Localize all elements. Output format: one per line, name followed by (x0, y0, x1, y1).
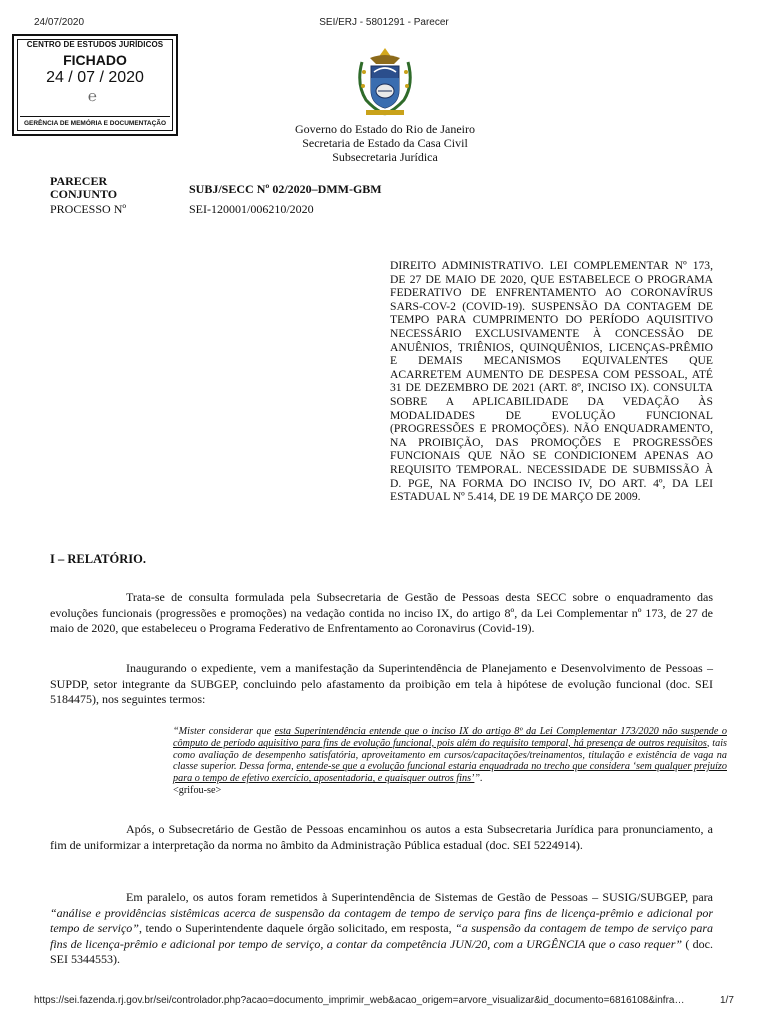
quote-part-5: ”. (474, 773, 483, 785)
ementa-summary: DIREITO ADMINISTRATIVO. LEI COMPLEMENTAR Nº 173, DE 27 DE MAIO DE 2020, QUE ESTABELECE O PROGRAMA FEDERATIVO DE ENFRENTAMENTO AO CORONAVÍRUS SARS-COV-2 (COVID-19). SUSPENSÃO DA CONTAGEM DE TEMPO PARA CUMPRIMENTO DO PERÍODO AQUISITIVO NECESSÁRIO EXCLUSIVAMENTE À CONCESSÃO DE ANUÊNIOS, TRIÊNIOS, QUINQUÊNIOS, LICENÇAS-PRÊMIO E DEMAIS MECANISMOS EQUIVALENTES QUE ACARRETEM AUMENTO DE DESPESA COM PESSOAL, ATÉ 31 DE DEZEMBRO DE 2021 (ART. 8º, INCISO IX). CONSULTA SOBRE A APLICABILIDADE DA VEDAÇÃO ÀS MODALIDADES DE EVOLUÇÃO FUNCIONAL (PROGRESSÕES E PROMOÇÕES). NÃO ENQUADRAMENTO, NA PROIBIÇÃO, DAS PROMOÇÕES E PROGRESSÕES FUNCIONAIS QUE NÃO SE CONDICIONEM APENAS AO REQUISITO TEMPORAL. NECESSIDADE DE SUBMISSÃO À D. PGE, NA FORMA DO INCISO IV, DO ART. 4º, DA LEI ESTADUAL Nº 5.414, DE 19 DE MARÇO DE 2009. (390, 259, 713, 504)
institution-line-1: Governo do Estado do Rio de Janeiro (295, 122, 475, 136)
quote-part-2: esta Superintendência entende que o inciso IX do artigo 8º da Lei Complementar 173/2020 não suspende o cômputo de período aquisitivo para fins de evolução funcional, pois além do requisito temporal, há presença de outros requisitos (173, 726, 727, 749)
paragraph-4-part-a: Em paralelo, os autos foram remetidos à Superintendência de Sistemas de Gestão de Pessoas – SUSIG/SUBGEP, para (126, 890, 713, 904)
processo-label: PROCESSO Nº (50, 202, 127, 216)
print-page-number: 1/7 (720, 995, 734, 1006)
section-title: I – RELATÓRIO. (50, 552, 146, 566)
institution-line-3: Subsecretaria Jurídica (332, 150, 438, 164)
quote-note: <grifou-se> (173, 784, 222, 796)
paragraph-4-part-c: , tendo o Superintendente daquele órgão solicitado, em resposta, (138, 921, 456, 936)
print-date: 24/07/2020 (34, 17, 85, 28)
paragraph-4-part-e: ( doc. SEI 5344553). (50, 936, 714, 967)
stamp-divider (20, 116, 170, 117)
paragraph-2: Inaugurando o expediente, vem a manifestação da Superintendência de Planejamento e Desenvolvimento de Pessoas – SUPDP, setor integrante da SUBGEP, concluindo pelo afastamento da proibição em tela à hipótese de evolução funcional (doc. SEI 5184475), nos seguintes termos: (50, 661, 713, 707)
processo-number: SEI-120001/006210/2020 (189, 202, 314, 216)
paragraph-4 (50, 890, 713, 968)
stamp-dept: GERÊNCIA DE MEMÓRIA E DOCUMENTAÇÃO (23, 120, 167, 127)
stamp-date: 24 / 07 / 2020 (46, 69, 144, 86)
parecer-label-line-2: CONJUNTO (50, 187, 118, 201)
state-coat-of-arms-icon (350, 44, 420, 120)
block-quote (173, 726, 727, 797)
quote-part-3: , tais como avaliação de desempenho satisfatória, aproveitamento em cursos/capacitações/treinamentos, titulação e existência de vaga na classe superior. Dessa forma, (173, 737, 727, 773)
paragraph-4-part-b: “análise e providências sistêmicas acerca de suspensão da contagem de tempo de serviço para fins de licença-prêmio e adicional por tempo de serviço” (50, 905, 713, 936)
stamp-signature: ℮ (88, 88, 98, 105)
paragraph-3: Após, o Subsecretário de Gestão de Pessoas encaminhou os autos a esta Subsecretaria Jurídica para pronunciamento, a fim de uniformizar a interpretação da norma no âmbito da Administração Pública estadual (doc. SEI 5224914). (50, 822, 713, 852)
fichado-stamp (12, 34, 178, 136)
parecer-number: SUBJ/SECC Nº 02/2020–DMM-GBM (189, 182, 382, 196)
paragraph-4-part-d: “a suspensão da contagem de tempo de serviço para fins de licença-prêmio e adicional por tempo de serviço, a contar da competência JUN/20, com a URGÊNCIA que o caso requer” (50, 921, 713, 951)
stamp-label: FICHADO (63, 52, 127, 68)
quote-part-1: “Mister considerar que (173, 726, 275, 737)
paragraph-1: Trata-se de consulta formulada pela Subsecretaria de Gestão de Pessoas desta SECC sobre o enquadramento das evoluções funcionais (progressões e promoções) na vedação contida no inciso IX, do artigo 8º, da Lei Complementar nº 173, de 27 de maio de 2020, que estabeleceu o Programa Federativo de Enfrentamento ao Coronavirus (Covid-19). (50, 590, 713, 636)
quote-part-4: entende-se que a evolução funcional estaria enquadrada no trecho que considera ‘sem qualquer prejuízo para o tempo de efetivo exercício, aposentadoria, e quaisquer outros fins’ (173, 761, 727, 785)
print-url: https://sei.fazenda.rj.gov.br/sei/controlador.php?acao=documento_imprimir_web&acao_origem=arvore_visualizar&id_documento=6816108&infra… (34, 995, 685, 1006)
parecer-label-line-1: PARECER (50, 174, 108, 188)
stamp-org: CENTRO DE ESTUDOS JURÍDICOS (26, 40, 164, 49)
institution-line-2: Secretaria de Estado da Casa Civil (302, 136, 468, 150)
print-title: SEI/ERJ - 5801291 - Parecer (319, 17, 449, 28)
